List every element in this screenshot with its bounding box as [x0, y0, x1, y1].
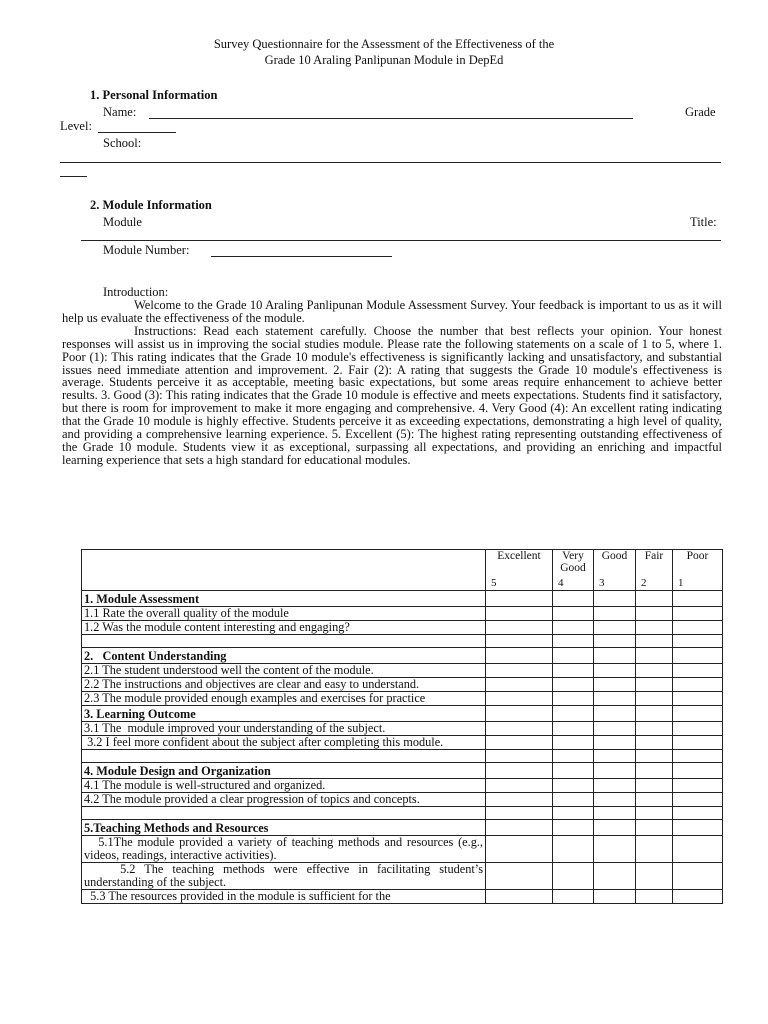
rating-cell[interactable]	[636, 793, 673, 807]
rating-cell[interactable]	[673, 678, 723, 692]
title-label: Title:	[690, 215, 717, 229]
rating-cell[interactable]	[673, 722, 723, 736]
empty-cell	[636, 750, 673, 763]
name-label: Name:	[103, 105, 137, 119]
rating-cell[interactable]	[594, 793, 636, 807]
rating-cell[interactable]	[553, 736, 594, 750]
table-row	[82, 607, 723, 621]
rating-cell[interactable]	[594, 836, 636, 863]
question-text: 2.3 The module provided enough examples and exercises for practice	[82, 692, 486, 706]
rating-cell[interactable]	[486, 779, 553, 793]
spacer-row	[82, 807, 723, 820]
rating-cell[interactable]	[673, 779, 723, 793]
rating-cell[interactable]	[553, 890, 594, 904]
rating-cell[interactable]	[553, 863, 594, 890]
table-row	[82, 621, 723, 635]
empty-cell	[553, 706, 594, 722]
empty-cell	[594, 591, 636, 607]
intro-heading: Introduction:	[103, 285, 169, 299]
empty-cell	[553, 750, 594, 763]
rating-cell[interactable]	[486, 692, 553, 706]
empty-cell	[486, 648, 553, 664]
grade-level-field[interactable]	[98, 132, 176, 133]
rating-cell[interactable]	[673, 890, 723, 904]
section-heading: 1. Module Assessment	[82, 591, 486, 607]
empty-cell	[553, 648, 594, 664]
title-line-2: Grade 10 Araling Panlipunan Module in DepEd	[264, 53, 504, 67]
table-row	[82, 664, 723, 678]
level-label: Level:	[60, 119, 92, 133]
table-row	[82, 736, 723, 750]
rating-cell[interactable]	[636, 836, 673, 863]
rating-cell[interactable]	[636, 722, 673, 736]
rating-cell[interactable]	[486, 664, 553, 678]
rating-cell[interactable]	[673, 664, 723, 678]
section-heading: 4. Module Design and Organization	[82, 763, 486, 779]
module-info-heading: 2. Module Information	[90, 198, 212, 212]
personal-info-heading: 1. Personal Information	[90, 88, 218, 102]
rating-cell[interactable]	[553, 692, 594, 706]
rating-cell[interactable]	[553, 664, 594, 678]
rating-cell[interactable]	[594, 863, 636, 890]
empty-cell	[486, 706, 553, 722]
rating-cell[interactable]	[673, 736, 723, 750]
empty-cell	[553, 763, 594, 779]
rating-cell[interactable]	[636, 664, 673, 678]
empty-cell	[486, 807, 553, 820]
empty-cell	[486, 635, 553, 648]
question-text: 1.1 Rate the overall quality of the module	[82, 607, 486, 621]
rating-cell[interactable]	[553, 607, 594, 621]
section-heading-row	[82, 820, 723, 836]
table-row	[82, 793, 723, 807]
rating-cell[interactable]	[673, 607, 723, 621]
empty-cell	[673, 706, 723, 722]
table-row	[82, 890, 723, 904]
empty-cell	[673, 750, 723, 763]
question-text: 4.1 The module is well-structured and organized.	[82, 779, 486, 793]
rating-cell[interactable]	[553, 722, 594, 736]
question-text: 2.1 The student understood well the content of the module.	[82, 664, 486, 678]
section-heading: 5.Teaching Methods and Resources	[82, 820, 486, 836]
rating-cell[interactable]	[594, 664, 636, 678]
empty-cell	[486, 820, 553, 836]
intro-body	[62, 299, 722, 467]
empty-cell	[673, 591, 723, 607]
rating-cell[interactable]	[553, 836, 594, 863]
empty-cell	[594, 763, 636, 779]
intro-instructions: Instructions: Read each statement carefully. Choose the number that best reflects your opinion. Your honest responses will assist us in improving the social studies module. Please rate the following statements on a scale of 1 to 5, where 1. Poor (1): This rating indicates that the Grade 10 module's effectiveness is significantly lacking and unsatisfactory, and substantial issues need immediate attention and improvement. 2. Fair (2): A rating that suggests the Grade 10 module's effectiveness is average. Students perceive it as acceptable, meeting basic expectations, but some areas require enhancement to achieve better results. 3. Good (3): This rating indicates that the Grade 10 module is effective and meets expectations. Students find it satisfactory, but there is room for improvement to make it more engaging and comprehensive. 4. Very Good (4): An excellent rating indicating that the Grade 10 module is highly effective. Students perceive it as exceeding expectations, demonstrating a high level of quality, and providing a comprehensive learning experience. 5. Excellent (5): The highest rating representing outstanding effectiveness of the Grade 10 module. Students view it as exceptional, surpassing all expectations, and providing an enriching and impactful learning experience that sets a high standard for educational modules.	[62, 323, 722, 467]
empty-cell	[594, 635, 636, 648]
empty-cell	[553, 820, 594, 836]
section-heading: 2. Content Understanding	[82, 648, 486, 664]
header-poor: Poor 1	[673, 550, 723, 591]
rating-cell[interactable]	[594, 678, 636, 692]
empty-cell	[594, 648, 636, 664]
rating-cell[interactable]	[636, 863, 673, 890]
rating-cell[interactable]	[553, 621, 594, 635]
rating-cell[interactable]	[553, 779, 594, 793]
table-row	[82, 779, 723, 793]
rating-cell[interactable]	[486, 863, 553, 890]
table-row	[82, 836, 723, 863]
empty-cell	[636, 807, 673, 820]
empty-cell	[673, 635, 723, 648]
empty-cell	[636, 820, 673, 836]
rating-cell[interactable]	[594, 692, 636, 706]
grade-label: Grade	[685, 105, 716, 119]
empty-cell	[594, 820, 636, 836]
question-text: 5.3 The resources provided in the module is sufficient for the	[82, 890, 486, 904]
rating-cell[interactable]	[486, 722, 553, 736]
empty-cell	[673, 648, 723, 664]
module-number-field[interactable]	[211, 256, 392, 257]
rating-cell[interactable]	[673, 863, 723, 890]
question-text: 4.2 The module provided a clear progression of topics and concepts.	[82, 793, 486, 807]
empty-cell	[636, 635, 673, 648]
rating-cell[interactable]	[636, 692, 673, 706]
rating-cell[interactable]	[636, 621, 673, 635]
header-good: Good 3	[594, 550, 636, 591]
rating-cell[interactable]	[553, 678, 594, 692]
empty-cell	[594, 706, 636, 722]
title-line-1: Survey Questionnaire for the Assessment of the Effectiveness of the	[213, 37, 555, 51]
table-row	[82, 678, 723, 692]
table-row	[82, 863, 723, 890]
section-heading-row	[82, 706, 723, 722]
rating-cell[interactable]	[673, 836, 723, 863]
section-heading-row	[82, 763, 723, 779]
rating-cell[interactable]	[594, 621, 636, 635]
rating-cell[interactable]	[594, 779, 636, 793]
rating-cell[interactable]	[636, 678, 673, 692]
table-header-row	[82, 550, 723, 591]
empty-cell	[553, 591, 594, 607]
question-text: 1.2 Was the module content interesting and engaging?	[82, 621, 486, 635]
rating-cell[interactable]	[486, 736, 553, 750]
rating-cell[interactable]	[636, 736, 673, 750]
question-text: 3.1 The module improved your understanding of the subject.	[82, 722, 486, 736]
empty-cell	[673, 763, 723, 779]
rating-cell[interactable]	[594, 890, 636, 904]
header-blank-cell	[82, 550, 486, 591]
rating-cell[interactable]	[594, 722, 636, 736]
spacer-row	[82, 635, 723, 648]
module-title-field[interactable]	[81, 240, 721, 241]
question-text	[82, 750, 486, 763]
section-heading-row	[82, 648, 723, 664]
empty-cell	[636, 706, 673, 722]
empty-cell	[486, 591, 553, 607]
empty-cell	[486, 750, 553, 763]
section-heading-row	[82, 591, 723, 607]
module-number-label: Module Number:	[103, 243, 190, 257]
empty-cell	[636, 648, 673, 664]
module-label: Module	[103, 215, 142, 229]
rating-cell[interactable]	[636, 890, 673, 904]
empty-cell	[594, 750, 636, 763]
question-text: 5.2 The teaching methods were effective in facilitating student’s understanding of the subject.	[82, 863, 486, 890]
spacer-row	[82, 750, 723, 763]
school-field-continuation[interactable]	[60, 176, 87, 177]
question-text: 3.2 I feel more confident about the subject after completing this module.	[82, 736, 486, 750]
header-excellent: Excellent 5	[486, 550, 553, 591]
rating-cell[interactable]	[486, 621, 553, 635]
question-text: 5.1The module provided a variety of teaching methods and resources (e.g., videos, readings, interactive activities).	[82, 836, 486, 863]
empty-cell	[636, 591, 673, 607]
header-very-good: Very Good 4	[553, 550, 594, 591]
empty-cell	[673, 807, 723, 820]
rating-cell[interactable]	[673, 793, 723, 807]
rating-cell[interactable]	[594, 736, 636, 750]
question-text	[82, 807, 486, 820]
table-row	[82, 722, 723, 736]
rating-cell[interactable]	[486, 678, 553, 692]
rating-cell[interactable]	[594, 607, 636, 621]
survey-table	[81, 549, 723, 904]
rating-cell[interactable]	[486, 793, 553, 807]
rating-cell[interactable]	[673, 692, 723, 706]
rating-cell[interactable]	[673, 621, 723, 635]
table-row	[82, 692, 723, 706]
empty-cell	[594, 807, 636, 820]
question-text: 2.2 The instructions and objectives are clear and easy to understand.	[82, 678, 486, 692]
rating-cell[interactable]	[486, 890, 553, 904]
rating-cell[interactable]	[553, 793, 594, 807]
question-text	[82, 635, 486, 648]
empty-cell	[553, 807, 594, 820]
school-label: School:	[103, 136, 142, 150]
empty-cell	[553, 635, 594, 648]
empty-cell	[486, 763, 553, 779]
rating-cell[interactable]	[486, 836, 553, 863]
rating-cell[interactable]	[636, 607, 673, 621]
header-fair: Fair 2	[636, 550, 673, 591]
section-heading: 3. Learning Outcome	[82, 706, 486, 722]
empty-cell	[636, 763, 673, 779]
name-field[interactable]	[149, 118, 633, 119]
rating-cell[interactable]	[486, 607, 553, 621]
empty-cell	[673, 820, 723, 836]
intro-welcome: Welcome to the Grade 10 Araling Panlipunan Module Assessment Survey. Your feedback is important to us as it will help us evaluate the effectiveness of the module.	[62, 298, 722, 325]
school-field[interactable]	[60, 162, 721, 163]
rating-cell[interactable]	[636, 779, 673, 793]
